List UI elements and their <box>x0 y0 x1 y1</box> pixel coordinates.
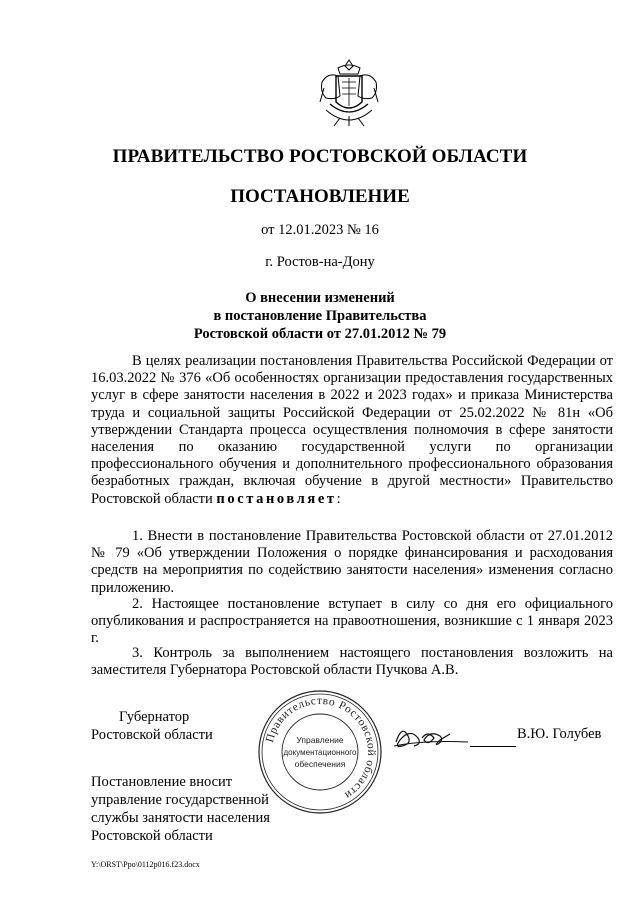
resolves-word: постановляет <box>216 490 337 507</box>
stamp-center-line: обеспечения <box>294 759 346 769</box>
subject-line: О внесении изменений <box>245 290 395 306</box>
submitter-line: Ростовской области <box>91 828 213 844</box>
document-subject <box>0 289 640 343</box>
file-path: Y:\ORST\Ppo\0112p016.f23.docx <box>91 860 200 869</box>
submitter-line: службы занятости населения <box>91 810 270 826</box>
handwritten-signature <box>392 720 470 754</box>
resolves-colon: : <box>336 490 341 507</box>
signer-position: Губернатор <box>119 709 190 725</box>
stamp-center-line: документационного <box>283 748 357 757</box>
document-type: ПОСТАНОВЛЕНИЕ <box>230 186 410 207</box>
coat-of-arms-icon <box>316 58 382 128</box>
subject-line: в постановление Правительства <box>213 308 427 324</box>
document-date-number: от 12.01.2023 № 16 <box>261 222 379 238</box>
subject-line: Ростовской области от 27.01.2012 № 79 <box>193 326 447 342</box>
signer-region: Ростовской области <box>91 727 213 743</box>
signer-name: В.Ю. Голубев <box>517 726 602 742</box>
resolution-item: 2. Настоящее постановление вступает в силу со дня его официального опубликования и распространяется на правоотношения, возникшие с 1 января 2023 г. <box>91 596 613 647</box>
resolution-item: 3. Контроль за выполнением настоящего постановления возложить на заместителя Губернатора Ростовской области Пучкова А.В. <box>91 645 613 679</box>
organization-title: ПРАВИТЕЛЬСТВО РОСТОВСКОЙ ОБЛАСТИ <box>112 146 528 167</box>
preamble-paragraph <box>91 353 613 508</box>
submitter-line: Постановление вносит <box>91 774 233 790</box>
submitter-note <box>91 773 311 845</box>
resolution-item: 1. Внести в постановление Правительства Ростовской области от 27.01.2012 № 79 «Об утверждении Положения о порядке финансирования и расходования средств на мероприятия по содействию занятости населения» изменения согласно приложению. <box>91 528 613 596</box>
stamp-center-line: Управление <box>296 735 344 745</box>
signer-title <box>91 708 241 744</box>
preamble-text: В целях реализации постановления Правительства Российской Федерации от 16.03.2022 № 376 «Об особенностях организации предоставления государственных услуг в сфере занятости населения в 2022 и 2023 годах» и приказа Министерства труда и социальной защиты Российской Федерации от 25.02.2022 № 81н «Об утверждении Стандарта процесса осуществления полномочия в сфере занятости населения по оказанию государственной услуги по организации профессионального обучения и дополнительного профессионального образования безработных граждан, включая обучение в другой местности» Правительство Ростовской области <box>91 353 613 507</box>
submitter-line: управление государственной <box>91 792 269 808</box>
signature-line <box>470 746 516 747</box>
document-city: г. Ростов-на-Дону <box>265 254 375 270</box>
stamp-ring-text: Правительство Ростовской области <box>263 694 378 802</box>
